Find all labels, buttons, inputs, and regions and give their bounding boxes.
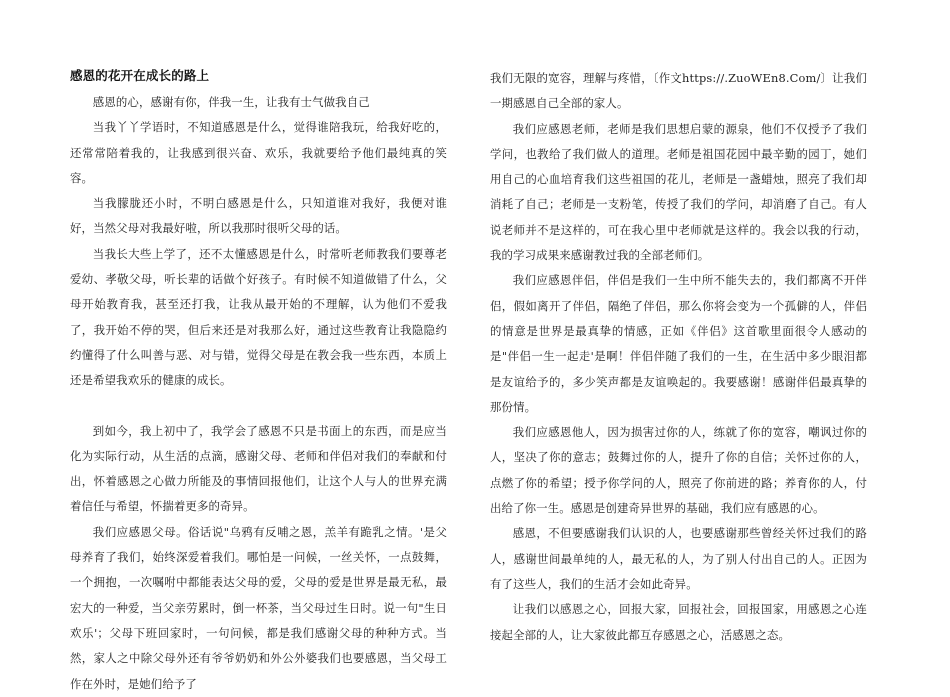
paragraph-intro: 感恩的心，感谢有你，伴我一生，让我有士气做我自己 [92,95,370,109]
paragraph-thank-parents: 我们应感恩父母。俗话说"乌鸦有反哺之恩，羔羊有跪乳之情。'是父母养育了我们，始终深爱着我们。哪怕是一问候，一丝关怀，一点鼓舞，一个拥抱，一次嘱咐中都能表达父母的爱，父母的爱是世界是最无私，最宏大的一种爱，当父亲劳累时，倒一杯茶，当父母过生日时。说一句"生日欢乐'；父母下班回家时，一句问候，都是我们感谢父母的种种方式。当然，家人之中除父母外还有爷爷奶奶和外公外婆我们也要感恩，当父母工作在外时，是她们给予了 [70,524,447,691]
left-column [70,66,447,697]
article-title: 感恩的花开在成长的路上 [70,68,210,83]
paragraph-thank-friends: 我们应感恩伴侣，伴侣是我们一生中所不能失去的，我们都离不开伴侣，假如离开了伴侣，隔绝了伴侣，那么你将会变为一个孤僻的人，伴侣的情意是世界是最真挚的情感，正如《伴侣》这首歌里面很令人感动的是"伴侣一生一起走'是啊！伴侣伴随了我们的一生，在生活中多少眼泪都是友谊给予的，多少笑声都是友谊唤起的。我要感谢！感谢伴侣最真挚的那份情。 [490,273,867,414]
paragraph-school: 当我长大些上学了，还不太懂感恩是什么，时常听老师教我们要尊老爱幼、孝敬父母，听长辈的话做个好孩子。有时候不知道做错了什么，父母开始教育我，甚至还打我，让我从最开始的不理解，认为他们不爱我了，我开始不停的哭，但后来还是对我那么好，通过这些教育让我隐隐约约懂得了什么叫善与恶、对与错，觉得父母是在教会我一些东西，本质上还是希望我欢乐的健康的成长。 [70,246,447,388]
paragraph-conclusion: 让我们以感恩之心，回报大家，回报社会，回报国家，用感恩之心连接起全部的人，让大家彼此都互存感恩之心，活感恩之态。 [490,602,867,642]
paragraph-childhood: 当我朦胧还小时，不明白感恩是什么，只知道谁对我好，我便对谁好，当然父母对我最好啦，所以我那时很听父母的话。 [70,196,447,236]
paragraph-junior-high: 到如今，我上初中了，我学会了感恩不只是书面上的东西，而是应当化为实际行动，从生活的点滴，感谢父母、老师和伴侣对我们的奉献和付出，怀着感恩之心做力所能及的事情回报他们，让这个人与人的世界充满着信任与希望，怀揣着更多的奇异。 [70,423,447,514]
paragraph-thank-teachers: 我们应感恩老师，老师是我们思想启蒙的源泉，他们不仅授予了我们学问，也教给了我们做人的道理。老师是祖国花园中最辛勤的园丁，她们用自己的心血培育我们这些祖国的花儿，老师是一盏蜡烛，照亮了我们却消耗了自己；老师是一支粉笔，传授了我们的学问，却消磨了自己。有人说老师并不是这样的，可在我心里中老师就是这样的。我会以我的行动，我的学习成果来感谢教过我的全部老师们。 [490,121,867,263]
paragraph-continuation: 我们无限的宽容，理解与疼惜，〔作文https://.ZuoWEn8.Com/〕让我们一期感恩自己全部的家人。 [490,71,867,111]
paragraph-thank-others: 我们应感恩他人，因为损害过你的人，练就了你的宽容，嘲讽过你的人，坚决了你的意志；鼓舞过你的人，提升了你的自信；关怀过你的人，点燃了你的希望；授予你学问的人，照亮了你前进的路；养育你的人，付出给了你一生。感恩是创建奇异世界的基础，我们应有感恩的心。 [490,425,867,516]
paragraph-thank-strangers: 感恩，不但要感谢我们认识的人，也要感谢那些曾经关怀过我们的路人，感谢世间最单纯的人，最无私的人，为了别人付出自己的人。正因为有了这些人，我们的生活才会如此奇异。 [490,526,867,591]
paragraph-babbling: 当我丫丫学语时，不知道感恩是什么，觉得谁陪我玩，给我好吃的，还常常陪着我的，让我感到很兴奋、欢乐，我就要给予他们最纯真的笑容。 [70,120,447,185]
paragraph-gap [70,394,447,419]
right-column [490,66,867,648]
